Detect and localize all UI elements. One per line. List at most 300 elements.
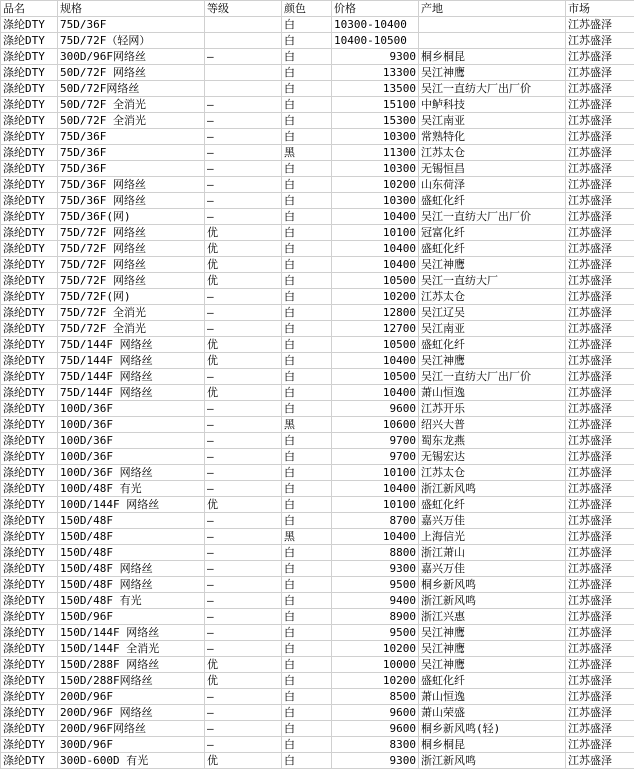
- market-cell: 江苏盛泽: [566, 49, 634, 65]
- table-row: [1, 705, 634, 721]
- market-cell: 江苏盛泽: [566, 113, 634, 129]
- origin-cell: 吴江神鹰: [419, 65, 566, 81]
- market-cell: 江苏盛泽: [566, 369, 634, 385]
- price-cell: 10300: [332, 161, 419, 177]
- origin-cell: 江苏太仓: [419, 145, 566, 161]
- product-cell: 涤纶DTY: [1, 721, 58, 737]
- spec-cell: 150D/144F 全消光: [58, 641, 205, 657]
- market-cell: 江苏盛泽: [566, 561, 634, 577]
- table-row: [1, 497, 634, 513]
- price-cell: 8500: [332, 689, 419, 705]
- table-row: [1, 721, 634, 737]
- product-cell: 涤纶DTY: [1, 641, 58, 657]
- color-cell: 白: [282, 353, 332, 369]
- table-row: [1, 689, 634, 705]
- table-row: [1, 433, 634, 449]
- spec-cell: 200D/96F网络丝: [58, 721, 205, 737]
- grade-cell: —: [205, 577, 282, 593]
- grade-cell: 优: [205, 337, 282, 353]
- origin-cell: 江苏开乐: [419, 401, 566, 417]
- color-cell: 白: [282, 737, 332, 753]
- table-row: [1, 481, 634, 497]
- grade-cell: 优: [205, 673, 282, 689]
- price-cell: 9300: [332, 753, 419, 769]
- grade-cell: —: [205, 401, 282, 417]
- header-product: 品名: [1, 1, 58, 17]
- product-cell: 涤纶DTY: [1, 401, 58, 417]
- grade-cell: 优: [205, 273, 282, 289]
- grade-cell: 优: [205, 657, 282, 673]
- color-cell: 白: [282, 209, 332, 225]
- origin-cell: 吴江神鹰: [419, 257, 566, 273]
- header-grade: 等级: [205, 1, 282, 17]
- market-cell: 江苏盛泽: [566, 609, 634, 625]
- market-cell: 江苏盛泽: [566, 449, 634, 465]
- market-cell: 江苏盛泽: [566, 257, 634, 273]
- grade-cell: —: [205, 481, 282, 497]
- product-cell: 涤纶DTY: [1, 449, 58, 465]
- product-cell: 涤纶DTY: [1, 545, 58, 561]
- grade-cell: —: [205, 513, 282, 529]
- grade-cell: [205, 65, 282, 81]
- market-cell: 江苏盛泽: [566, 321, 634, 337]
- price-cell: 10500: [332, 337, 419, 353]
- spec-cell: 75D/72F(网): [58, 289, 205, 305]
- table-row: [1, 753, 634, 769]
- origin-cell: 江苏太仓: [419, 289, 566, 305]
- table-row: [1, 417, 634, 433]
- market-cell: 江苏盛泽: [566, 689, 634, 705]
- market-cell: 江苏盛泽: [566, 209, 634, 225]
- origin-cell: 浙江萧山: [419, 545, 566, 561]
- spec-cell: 300D-600D 有光: [58, 753, 205, 769]
- product-cell: 涤纶DTY: [1, 593, 58, 609]
- color-cell: 白: [282, 241, 332, 257]
- table-row: [1, 49, 634, 65]
- spec-cell: 75D/72F 网络丝: [58, 257, 205, 273]
- spec-cell: 150D/48F: [58, 545, 205, 561]
- spec-cell: 150D/96F: [58, 609, 205, 625]
- product-cell: 涤纶DTY: [1, 625, 58, 641]
- market-cell: 江苏盛泽: [566, 497, 634, 513]
- market-cell: 江苏盛泽: [566, 17, 634, 33]
- spec-cell: 100D/36F: [58, 433, 205, 449]
- price-cell: 8900: [332, 609, 419, 625]
- price-cell: 12800: [332, 305, 419, 321]
- product-cell: 涤纶DTY: [1, 657, 58, 673]
- grade-cell: —: [205, 561, 282, 577]
- grade-cell: —: [205, 193, 282, 209]
- spec-cell: 150D/48F: [58, 513, 205, 529]
- price-cell: 10400-10500: [332, 33, 419, 49]
- market-cell: 江苏盛泽: [566, 753, 634, 769]
- origin-cell: 江苏太仓: [419, 465, 566, 481]
- price-cell: 10500: [332, 273, 419, 289]
- color-cell: 白: [282, 337, 332, 353]
- spec-cell: 50D/72F 网络丝: [58, 65, 205, 81]
- grade-cell: —: [205, 305, 282, 321]
- grade-cell: —: [205, 369, 282, 385]
- origin-cell: 萧山恒逸: [419, 385, 566, 401]
- grade-cell: —: [205, 145, 282, 161]
- price-cell: 9300: [332, 49, 419, 65]
- origin-cell: 常熟特化: [419, 129, 566, 145]
- market-cell: 江苏盛泽: [566, 129, 634, 145]
- grade-cell: —: [205, 721, 282, 737]
- color-cell: 白: [282, 577, 332, 593]
- spec-cell: 100D/48F 有光: [58, 481, 205, 497]
- origin-cell: 吴江神鹰: [419, 657, 566, 673]
- product-cell: 涤纶DTY: [1, 753, 58, 769]
- market-cell: 江苏盛泽: [566, 705, 634, 721]
- origin-cell: 吴江神鹰: [419, 641, 566, 657]
- origin-cell: 吴江神鹰: [419, 625, 566, 641]
- spec-cell: 150D/48F 有光: [58, 593, 205, 609]
- price-cell: 10100: [332, 497, 419, 513]
- product-cell: 涤纶DTY: [1, 673, 58, 689]
- price-cell: 9700: [332, 433, 419, 449]
- grade-cell: —: [205, 97, 282, 113]
- market-cell: 江苏盛泽: [566, 97, 634, 113]
- product-cell: 涤纶DTY: [1, 241, 58, 257]
- color-cell: 黑: [282, 417, 332, 433]
- price-cell: 10400: [332, 529, 419, 545]
- market-cell: 江苏盛泽: [566, 481, 634, 497]
- table-row: [1, 305, 634, 321]
- spec-cell: 100D/36F: [58, 417, 205, 433]
- spec-cell: 75D/144F 网络丝: [58, 369, 205, 385]
- grade-cell: —: [205, 641, 282, 657]
- color-cell: 白: [282, 49, 332, 65]
- table-row: [1, 369, 634, 385]
- price-cell: 15100: [332, 97, 419, 113]
- color-cell: 白: [282, 497, 332, 513]
- origin-cell: 无锡恒昌: [419, 161, 566, 177]
- header-origin: 产地: [419, 1, 566, 17]
- grade-cell: [205, 17, 282, 33]
- price-cell: 12700: [332, 321, 419, 337]
- product-cell: 涤纶DTY: [1, 465, 58, 481]
- color-cell: 白: [282, 113, 332, 129]
- market-cell: 江苏盛泽: [566, 305, 634, 321]
- origin-cell: 蜀东龙燕: [419, 433, 566, 449]
- product-cell: 涤纶DTY: [1, 529, 58, 545]
- header-market: 市场: [566, 1, 634, 17]
- product-cell: 涤纶DTY: [1, 161, 58, 177]
- product-cell: 涤纶DTY: [1, 305, 58, 321]
- color-cell: 白: [282, 33, 332, 49]
- product-cell: 涤纶DTY: [1, 145, 58, 161]
- spec-cell: 75D/36F: [58, 161, 205, 177]
- origin-cell: 浙江新风鸣: [419, 593, 566, 609]
- grade-cell: —: [205, 433, 282, 449]
- origin-cell: 冠富化纤: [419, 225, 566, 241]
- header-price: 价格: [332, 1, 419, 17]
- spec-cell: 50D/72F 全消光: [58, 113, 205, 129]
- table-row: [1, 65, 634, 81]
- origin-cell: 盛虹化纤: [419, 193, 566, 209]
- spec-cell: 75D/72F 网络丝: [58, 225, 205, 241]
- table-row: [1, 129, 634, 145]
- table-row: [1, 161, 634, 177]
- table-row: [1, 593, 634, 609]
- grade-cell: —: [205, 177, 282, 193]
- product-cell: 涤纶DTY: [1, 577, 58, 593]
- market-cell: 江苏盛泽: [566, 721, 634, 737]
- price-cell: 10200: [332, 673, 419, 689]
- grade-cell: —: [205, 49, 282, 65]
- color-cell: 白: [282, 689, 332, 705]
- price-cell: 9600: [332, 401, 419, 417]
- product-cell: 涤纶DTY: [1, 737, 58, 753]
- price-cell: 15300: [332, 113, 419, 129]
- product-cell: 涤纶DTY: [1, 385, 58, 401]
- table-row: [1, 273, 634, 289]
- color-cell: 白: [282, 193, 332, 209]
- color-cell: 白: [282, 257, 332, 273]
- product-cell: 涤纶DTY: [1, 513, 58, 529]
- price-cell: 9300: [332, 561, 419, 577]
- market-cell: 江苏盛泽: [566, 289, 634, 305]
- origin-cell: 盛虹化纤: [419, 673, 566, 689]
- grade-cell: [205, 33, 282, 49]
- color-cell: 白: [282, 161, 332, 177]
- price-cell: 9700: [332, 449, 419, 465]
- price-cell: 10400: [332, 209, 419, 225]
- spec-cell: 75D/36F 网络丝: [58, 193, 205, 209]
- product-cell: 涤纶DTY: [1, 257, 58, 273]
- price-cell: 11300: [332, 145, 419, 161]
- table-row: [1, 177, 634, 193]
- market-cell: 江苏盛泽: [566, 737, 634, 753]
- market-cell: 江苏盛泽: [566, 241, 634, 257]
- grade-cell: 优: [205, 353, 282, 369]
- market-cell: 江苏盛泽: [566, 337, 634, 353]
- product-cell: 涤纶DTY: [1, 609, 58, 625]
- grade-cell: 优: [205, 497, 282, 513]
- market-cell: 江苏盛泽: [566, 545, 634, 561]
- spec-cell: 75D/72F 网络丝: [58, 241, 205, 257]
- table-row: [1, 289, 634, 305]
- header-row: [1, 1, 634, 17]
- price-cell: 8700: [332, 513, 419, 529]
- spec-cell: 150D/144F 网络丝: [58, 625, 205, 641]
- product-cell: 涤纶DTY: [1, 337, 58, 353]
- spec-cell: 75D/72F 全消光: [58, 305, 205, 321]
- product-cell: 涤纶DTY: [1, 193, 58, 209]
- grade-cell: —: [205, 417, 282, 433]
- product-cell: 涤纶DTY: [1, 705, 58, 721]
- price-cell: 13500: [332, 81, 419, 97]
- market-cell: 江苏盛泽: [566, 225, 634, 241]
- spec-cell: 150D/48F 网络丝: [58, 577, 205, 593]
- table-row: [1, 737, 634, 753]
- origin-cell: 吴江神鹰: [419, 353, 566, 369]
- market-cell: 江苏盛泽: [566, 177, 634, 193]
- table-row: [1, 529, 634, 545]
- spec-cell: 75D/36F 网络丝: [58, 177, 205, 193]
- color-cell: 白: [282, 545, 332, 561]
- product-cell: 涤纶DTY: [1, 129, 58, 145]
- table-row: [1, 561, 634, 577]
- color-cell: 白: [282, 305, 332, 321]
- header-color: 颜色: [282, 1, 332, 17]
- product-cell: 涤纶DTY: [1, 113, 58, 129]
- table-row: [1, 401, 634, 417]
- market-cell: 江苏盛泽: [566, 465, 634, 481]
- price-cell: 10400: [332, 481, 419, 497]
- table-row: [1, 609, 634, 625]
- price-cell: 10500: [332, 369, 419, 385]
- grade-cell: —: [205, 449, 282, 465]
- table-row: [1, 113, 634, 129]
- origin-cell: [419, 33, 566, 49]
- spec-cell: 75D/144F 网络丝: [58, 353, 205, 369]
- grade-cell: 优: [205, 225, 282, 241]
- spec-cell: 150D/48F 网络丝: [58, 561, 205, 577]
- product-cell: 涤纶DTY: [1, 177, 58, 193]
- spec-cell: 50D/72F网络丝: [58, 81, 205, 97]
- product-cell: 涤纶DTY: [1, 273, 58, 289]
- spec-cell: 75D/144F 网络丝: [58, 337, 205, 353]
- spec-cell: 300D/96F网络丝: [58, 49, 205, 65]
- origin-cell: 山东荷泽: [419, 177, 566, 193]
- price-cell: 9400: [332, 593, 419, 609]
- price-cell: 10400: [332, 385, 419, 401]
- spec-cell: 300D/96F: [58, 737, 205, 753]
- market-cell: 江苏盛泽: [566, 385, 634, 401]
- product-cell: 涤纶DTY: [1, 81, 58, 97]
- grade-cell: —: [205, 209, 282, 225]
- table-row: [1, 17, 634, 33]
- table-row: [1, 641, 634, 657]
- market-cell: 江苏盛泽: [566, 353, 634, 369]
- color-cell: 白: [282, 433, 332, 449]
- product-cell: 涤纶DTY: [1, 353, 58, 369]
- market-cell: 江苏盛泽: [566, 673, 634, 689]
- color-cell: 白: [282, 289, 332, 305]
- grade-cell: 优: [205, 385, 282, 401]
- origin-cell: 上海信光: [419, 529, 566, 545]
- spec-cell: 75D/72F（轻网）: [58, 33, 205, 49]
- origin-cell: [419, 17, 566, 33]
- origin-cell: 吴江南亚: [419, 321, 566, 337]
- color-cell: 白: [282, 81, 332, 97]
- origin-cell: 吴江一直纺大厂出厂价: [419, 81, 566, 97]
- price-cell: 10300: [332, 129, 419, 145]
- market-cell: 江苏盛泽: [566, 401, 634, 417]
- market-cell: 江苏盛泽: [566, 145, 634, 161]
- table-row: [1, 145, 634, 161]
- spec-cell: 150D/288F网络丝: [58, 673, 205, 689]
- table-row: [1, 545, 634, 561]
- spec-cell: 75D/72F 全消光: [58, 321, 205, 337]
- price-cell: 10000: [332, 657, 419, 673]
- market-cell: 江苏盛泽: [566, 641, 634, 657]
- grade-cell: [205, 81, 282, 97]
- origin-cell: 桐乡新风鸣(轻): [419, 721, 566, 737]
- price-cell: 13300: [332, 65, 419, 81]
- market-cell: 江苏盛泽: [566, 161, 634, 177]
- color-cell: 白: [282, 65, 332, 81]
- color-cell: 白: [282, 97, 332, 113]
- origin-cell: 吴江一直纺大厂出厂价: [419, 369, 566, 385]
- market-cell: 江苏盛泽: [566, 529, 634, 545]
- market-cell: 江苏盛泽: [566, 193, 634, 209]
- table-row: [1, 625, 634, 641]
- spec-cell: 100D/36F 网络丝: [58, 465, 205, 481]
- market-cell: 江苏盛泽: [566, 433, 634, 449]
- spec-cell: 75D/36F(网): [58, 209, 205, 225]
- color-cell: 白: [282, 625, 332, 641]
- color-cell: 白: [282, 401, 332, 417]
- spec-cell: 75D/36F: [58, 145, 205, 161]
- table-row: [1, 337, 634, 353]
- grade-cell: —: [205, 705, 282, 721]
- grade-cell: —: [205, 545, 282, 561]
- price-cell: 10600: [332, 417, 419, 433]
- product-cell: 涤纶DTY: [1, 33, 58, 49]
- table-row: [1, 353, 634, 369]
- spec-cell: 75D/72F 网络丝: [58, 273, 205, 289]
- product-cell: 涤纶DTY: [1, 49, 58, 65]
- product-cell: 涤纶DTY: [1, 321, 58, 337]
- color-cell: 白: [282, 129, 332, 145]
- origin-cell: 盛虹化纤: [419, 337, 566, 353]
- grade-cell: —: [205, 625, 282, 641]
- origin-cell: 中鲈科技: [419, 97, 566, 113]
- table-row: [1, 257, 634, 273]
- grade-cell: —: [205, 529, 282, 545]
- grade-cell: —: [205, 593, 282, 609]
- price-cell: 8300: [332, 737, 419, 753]
- grade-cell: —: [205, 737, 282, 753]
- origin-cell: 桐乡桐昆: [419, 49, 566, 65]
- table-row: [1, 577, 634, 593]
- product-cell: 涤纶DTY: [1, 289, 58, 305]
- price-cell: 10400: [332, 257, 419, 273]
- color-cell: 白: [282, 385, 332, 401]
- product-cell: 涤纶DTY: [1, 209, 58, 225]
- product-cell: 涤纶DTY: [1, 433, 58, 449]
- table-row: [1, 513, 634, 529]
- product-cell: 涤纶DTY: [1, 17, 58, 33]
- market-cell: 江苏盛泽: [566, 417, 634, 433]
- origin-cell: 吴江辽吴: [419, 305, 566, 321]
- color-cell: 白: [282, 369, 332, 385]
- market-cell: 江苏盛泽: [566, 81, 634, 97]
- grade-cell: —: [205, 129, 282, 145]
- spec-cell: 75D/144F 网络丝: [58, 385, 205, 401]
- origin-cell: 盛虹化纤: [419, 497, 566, 513]
- origin-cell: 浙江兴惠: [419, 609, 566, 625]
- spec-cell: 100D/36F: [58, 449, 205, 465]
- grade-cell: 优: [205, 241, 282, 257]
- market-cell: 江苏盛泽: [566, 65, 634, 81]
- color-cell: 白: [282, 513, 332, 529]
- table-row: [1, 241, 634, 257]
- table-row: [1, 657, 634, 673]
- table-row: [1, 449, 634, 465]
- color-cell: 白: [282, 273, 332, 289]
- price-cell: 10100: [332, 465, 419, 481]
- price-cell: 10300-10400: [332, 17, 419, 33]
- color-cell: 白: [282, 321, 332, 337]
- color-cell: 黑: [282, 145, 332, 161]
- market-cell: 江苏盛泽: [566, 593, 634, 609]
- price-cell: 9500: [332, 577, 419, 593]
- product-cell: 涤纶DTY: [1, 497, 58, 513]
